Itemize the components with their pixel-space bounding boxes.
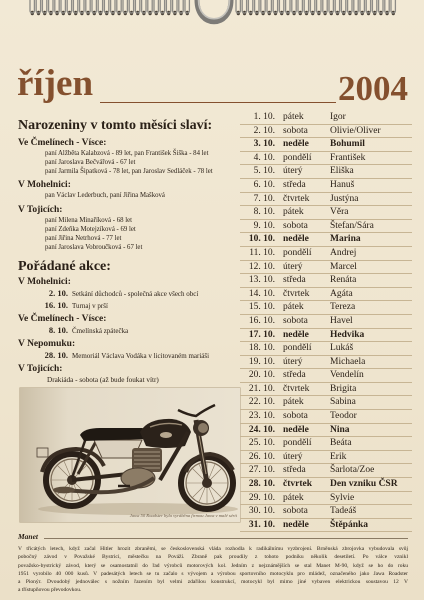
event-date: 2. 10.: [48, 288, 68, 299]
calendar-row: [240, 519, 412, 533]
calendar-date: 9. 10.: [253, 220, 275, 231]
motorcycle-photo: [20, 388, 240, 522]
calendar-name: Tadeáš: [330, 506, 357, 517]
calendar-weekday: neděle: [283, 329, 309, 340]
calendar-name: Vendelín: [330, 370, 364, 381]
calendar-name: Igor: [330, 112, 346, 122]
calendar-name: Sylvie: [330, 492, 355, 503]
birthday-entry: paní Zdeňka Motejzíková - 69 let: [45, 225, 136, 233]
calendar-weekday: neděle: [283, 424, 309, 435]
calendar-weekday: úterý: [283, 166, 303, 177]
calendar-name: Brigita: [330, 383, 357, 394]
calendar-weekday: úterý: [283, 356, 303, 367]
calendar-date: 4. 10.: [253, 152, 275, 163]
day-calendar-list: [240, 111, 412, 532]
article-line: a třístupňovou převodovkou.: [18, 587, 82, 594]
calendar-name: Šarlota/Zoe: [330, 465, 375, 476]
birthday-entry: paní Jarmila Šipatková - 78 let, pan Jaroslav Sedláček - 78 let: [45, 167, 213, 175]
calendar-date: 27. 10.: [248, 465, 275, 476]
calendar-date: 3. 10.: [253, 139, 275, 150]
calendar-weekday: středa: [283, 179, 306, 190]
month-title: říjen: [17, 63, 94, 104]
calendar-name: Justýna: [330, 193, 359, 204]
calendar-row: [240, 315, 412, 329]
calendar-date: 30. 10.: [248, 506, 275, 517]
calendar-name: Hanuš: [330, 179, 355, 190]
calendar-name: Renáta: [330, 275, 357, 286]
calendar-name: Agáta: [330, 288, 353, 299]
calendar-row: [240, 111, 412, 125]
tank-badge: [160, 432, 172, 438]
calendar-date: 7. 10.: [253, 193, 275, 204]
calendar-weekday: sobota: [283, 411, 308, 422]
event-item: Drakiáda - sobota (až bude foukat vítr): [47, 376, 159, 385]
calendar-date: 10. 10.: [248, 234, 275, 245]
calendar-name: Michaela: [330, 356, 366, 367]
calendar-row: [240, 165, 412, 179]
motorcycle-illustration: [20, 388, 240, 522]
birthday-place: V Mohelnici:: [18, 180, 71, 191]
article-line: V třicátých letech, když začal Hitler hrozit zbraněmi, se československá vláda rozhodla k radikálnímu vyzbrojení. Brněnská zbrojovka vybudovala svůj: [18, 546, 408, 552]
calendar-date: 24. 10.: [248, 424, 275, 435]
calendar-date: 22. 10.: [248, 397, 275, 408]
event-item: [18, 300, 244, 312]
calendar-weekday: úterý: [283, 261, 303, 272]
photo-caption: Jawa 50 Roadster byla vyráběna firmou Jawa v malé sérii: [129, 513, 237, 518]
calendar-weekday: pátek: [283, 302, 304, 313]
article-line: považsko-bystrický závod, který se osamostatnil do řad výrobců motorových kol. Jedním z nejznámějších se stal Manet M-90, když se ho do roku: [18, 562, 408, 569]
calendar-weekday: pátek: [283, 397, 304, 408]
article-line: 1951 vyrobilo 40 000 kusů. V padesátých letech se tu začalo s vývojem a výrobou sportovního motocyklu pro mládež, označeného jako Jawa Roadster: [18, 570, 408, 577]
birthday-entry: paní Alžběta Kalabzová - 89 let, pan František Šiška - 84 let: [45, 150, 209, 157]
calendar-weekday: neděle: [283, 139, 309, 150]
calendar-date: 17. 10.: [248, 329, 275, 340]
event-text: Turnaj v prší: [72, 302, 108, 311]
event-date: 8. 10.: [48, 325, 68, 336]
calendar-date: 25. 10.: [248, 438, 275, 449]
calendar-name: Den vzniku ČSR: [330, 479, 398, 490]
calendar-weekday: neděle: [283, 519, 309, 530]
event-item: [18, 288, 244, 300]
calendar-date: 12. 10.: [248, 261, 275, 272]
seat: [80, 428, 147, 441]
calendar-name: Eliška: [330, 166, 354, 177]
calendar-date: 26. 10.: [248, 451, 275, 462]
calendar-name: Štěpánka: [330, 519, 369, 530]
event-item: [18, 350, 244, 362]
calendar-name: Bohumil: [330, 139, 365, 150]
calendar-row: [240, 369, 412, 383]
calendar-row: [240, 193, 412, 207]
calendar-name: Lukáš: [330, 343, 354, 354]
calendar-row: [240, 152, 412, 166]
calendar-weekday: pondělí: [283, 152, 312, 163]
calendar-date: 21. 10.: [248, 383, 275, 394]
event-text: Memoriál Václava Vodáka v licitovaném mariáši: [72, 352, 210, 361]
calendar-date: 2. 10.: [253, 125, 275, 136]
calendar-row: [240, 437, 412, 451]
calendar-weekday: sobota: [283, 506, 308, 517]
calendar-date: 6. 10.: [253, 179, 275, 190]
birthday-entry: paní Jaroslava Vobroučková - 67 let: [45, 243, 143, 251]
calendar-date: 15. 10.: [248, 302, 275, 313]
event-place: V Tojicích:: [18, 364, 63, 375]
calendar-row: [240, 125, 412, 139]
event-text: Čmelínská zpátečka: [72, 327, 129, 336]
calendar-name: Štefan/Sára: [330, 220, 374, 231]
event-date: 16. 10.: [44, 300, 68, 311]
calendar-name: Beáta: [330, 438, 352, 449]
calendar-row: [240, 329, 412, 343]
calendar-row: [240, 383, 412, 397]
calendar-name: Olivie/Oliver: [330, 125, 381, 136]
birthday-list: [18, 217, 244, 252]
spiral-binding: [0, 0, 424, 28]
calendar-name: Tereza: [330, 302, 356, 313]
birthday-place: V Tojicích:: [18, 205, 63, 216]
calendar-weekday: pátek: [283, 207, 304, 218]
calendar-weekday: sobota: [283, 220, 308, 231]
calendar-weekday: středa: [283, 370, 306, 381]
calendar-date: 31. 10.: [248, 519, 275, 530]
birthdays-heading: Narozeniny v tomto měsíci slaví:: [18, 118, 213, 133]
event-place: V Mohelnici:: [18, 277, 71, 288]
calendar-weekday: pondělí: [283, 438, 312, 449]
calendar-row: [240, 342, 412, 356]
calendar-name: Věra: [330, 207, 349, 218]
calendar-date: 1. 10.: [253, 112, 275, 122]
calendar-row: [240, 451, 412, 465]
footer-rule: [44, 538, 408, 539]
calendar-date: 18. 10.: [248, 343, 275, 354]
calendar-weekday: pondělí: [283, 343, 312, 354]
calendar-name: Hedvika: [330, 329, 365, 340]
event-item: [18, 325, 244, 337]
calendar-row: [240, 410, 412, 424]
calendar-row: [240, 247, 412, 261]
calendar-date: 13. 10.: [248, 275, 275, 286]
calendar-row: [240, 505, 412, 519]
calendar-date: 23. 10.: [248, 411, 275, 422]
calendar-weekday: pondělí: [283, 247, 312, 258]
footer-article: [18, 545, 408, 597]
calendar-date: 28. 10.: [248, 479, 275, 490]
calendar-date: 11. 10.: [249, 247, 275, 258]
calendar-row: [240, 464, 412, 478]
birthday-place: Ve Čmelínech - Vísce:: [18, 138, 107, 148]
calendar-weekday: pátek: [283, 492, 304, 503]
calendar-row: [240, 138, 412, 152]
calendar-date: 19. 10.: [248, 356, 275, 367]
article-line: a Pionýr. Dvoudobý jednoválec s nožním řazením byl velmi zdařilou konstrukcí, motocykl byl mimo jiné vybaven elektrickou soustavou 12 V: [18, 579, 408, 586]
footer-title: Manet: [18, 532, 39, 541]
calendar-date: 16. 10.: [248, 315, 275, 326]
calendar-row: [240, 478, 412, 492]
calendar-weekday: čtvrtek: [283, 288, 310, 299]
birthday-entry: paní Jaroslava Bečvářová - 67 let: [45, 158, 136, 166]
calendar-row: [240, 424, 412, 438]
calendar-row: [240, 396, 412, 410]
calendar-date: 20. 10.: [248, 370, 275, 381]
calendar-name: Nina: [330, 424, 350, 435]
calendar-name: Sabina: [330, 397, 356, 408]
calendar-name: František: [330, 152, 366, 163]
birthday-list: [18, 192, 244, 201]
calendar-weekday: čtvrtek: [283, 193, 310, 204]
calendar-weekday: čtvrtek: [283, 479, 313, 490]
calendar-weekday: sobota: [283, 315, 308, 326]
calendar-date: 5. 10.: [253, 166, 275, 177]
calendar-row: [240, 233, 412, 247]
calendar-name: Havel: [330, 315, 353, 326]
calendar-weekday: sobota: [283, 125, 308, 136]
calendar-name: Andrej: [330, 247, 357, 258]
events-heading: Pořádané akce:: [18, 259, 111, 275]
calendar-name: Teodor: [330, 411, 357, 422]
birthday-entry: paní Milena Minaříková - 68 let: [45, 217, 133, 225]
birthday-entry: pan Václav Lederbuch, paní Jiřina Mašková: [45, 192, 165, 200]
calendar-name: Erik: [330, 451, 347, 462]
event-text: Setkání důchodců - společná akce všech obcí: [72, 290, 199, 299]
calendar-weekday: středa: [283, 275, 306, 286]
calendar-name: Marcel: [330, 261, 357, 272]
birthday-list: [18, 150, 244, 176]
left-column: [18, 117, 244, 386]
calendar-weekday: neděle: [283, 234, 309, 245]
calendar-date: 29. 10.: [248, 492, 275, 503]
calendar-date: 8. 10.: [253, 207, 275, 218]
article-line: pobočný závod v Považské Bystrici, městečku na Pováží. Zbraně pak proudily z tohoto podniku několik desetiletí. Po válce vznikl: [18, 554, 408, 561]
calendar-row: [240, 288, 412, 302]
event-date: 28. 10.: [44, 350, 68, 361]
birthday-entry: paní Jiřina Netrhová - 77 let: [45, 234, 122, 242]
calendar-weekday: úterý: [283, 451, 303, 462]
calendar-row: [240, 356, 412, 370]
calendar-row: [240, 274, 412, 288]
calendar-row: [240, 179, 412, 193]
year-title: 2004: [338, 69, 408, 108]
calendar-row: [240, 301, 412, 315]
calendar-row: [240, 220, 412, 234]
number-plate: [37, 448, 48, 457]
event-place: Ve Čmelínech - Vísce:: [18, 314, 107, 325]
muffler: [53, 487, 75, 494]
calendar-name: Marina: [330, 234, 361, 245]
calendar-weekday: středa: [283, 465, 306, 476]
calendar-row: [240, 261, 412, 275]
headlight-lens: [198, 423, 208, 433]
event-place: V Nepomuku:: [18, 339, 76, 350]
calendar-row: [240, 206, 412, 220]
calendar-weekday: pátek: [283, 112, 304, 122]
calendar-date: 14. 10.: [248, 288, 275, 299]
calendar-row: [240, 492, 412, 506]
title-rule: [100, 102, 336, 103]
calendar-weekday: čtvrtek: [283, 383, 310, 394]
